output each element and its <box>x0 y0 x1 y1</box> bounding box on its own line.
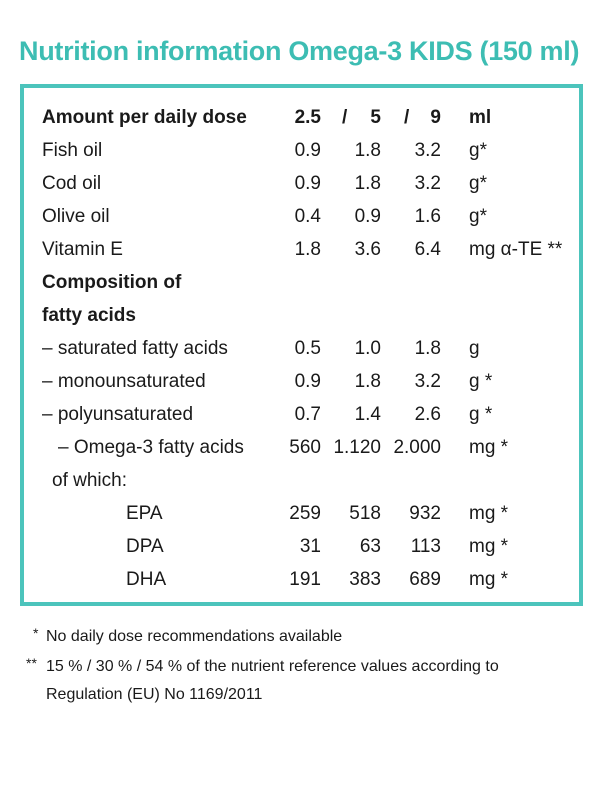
section-heading-text: fatty acids <box>42 305 136 326</box>
table-row <box>24 434 579 462</box>
row-value: 31 <box>299 536 321 557</box>
table-row <box>24 137 579 165</box>
table-row <box>24 401 579 429</box>
row-unit: mg * <box>469 536 509 557</box>
nutrition-table <box>20 84 583 606</box>
row-unit: g* <box>469 173 487 194</box>
footnote-mark: ** <box>26 655 37 671</box>
row-value: 0.5 <box>294 338 321 359</box>
row-label: Olive oil <box>42 206 110 227</box>
header-label: Amount per daily dose <box>42 107 247 128</box>
row-label: Vitamin E <box>42 239 123 260</box>
row-value: 191 <box>289 569 321 590</box>
row-unit: g* <box>469 140 487 161</box>
row-unit: g * <box>469 371 493 392</box>
row-value: 383 <box>349 569 381 590</box>
table-row <box>24 566 579 594</box>
row-value: 0.9 <box>294 140 321 161</box>
row-value: 2.6 <box>414 404 441 425</box>
row-unit: mg * <box>469 503 509 524</box>
row-value: 113 <box>410 536 441 557</box>
row-value: 1.0 <box>354 338 381 359</box>
header-dose-large: 9 <box>430 107 441 128</box>
row-value: 1.8 <box>294 239 321 260</box>
table-row <box>24 203 579 231</box>
row-label: – polyunsaturated <box>42 404 194 425</box>
table-row <box>24 236 579 264</box>
row-label: EPA <box>126 503 163 524</box>
table-row <box>24 467 579 495</box>
row-value: 0.9 <box>354 206 381 227</box>
row-value: 3.2 <box>414 371 441 392</box>
row-value: 259 <box>289 503 321 524</box>
section-heading <box>24 302 579 330</box>
row-value: 1.4 <box>354 404 381 425</box>
row-value: 1.8 <box>354 371 381 392</box>
row-value: 560 <box>289 437 321 458</box>
row-label: – Omega-3 fatty acids <box>58 437 244 458</box>
row-value: 0.4 <box>294 206 321 227</box>
row-label: of which: <box>52 470 127 491</box>
row-value: 689 <box>409 569 441 590</box>
row-value: 1.8 <box>354 173 381 194</box>
row-value: 0.9 <box>294 173 321 194</box>
row-value: 1.8 <box>414 338 441 359</box>
row-unit: mg * <box>469 437 509 458</box>
row-value: 1.6 <box>414 206 441 227</box>
row-value: 932 <box>409 503 441 524</box>
row-label: DHA <box>126 569 167 590</box>
footnote-text: No daily dose recommendations available <box>46 628 343 645</box>
page-title: Nutrition information Omega-3 KIDS (150 ml) <box>19 36 580 66</box>
row-label: Cod oil <box>42 173 102 194</box>
table-row <box>24 170 579 198</box>
row-label: – saturated fatty acids <box>42 338 228 359</box>
header-dose-medium: 5 <box>370 107 381 128</box>
row-unit: g <box>469 338 480 359</box>
section-heading <box>24 269 579 297</box>
row-value: 2.000 <box>393 437 441 458</box>
header-unit: ml <box>469 107 492 128</box>
table-row <box>24 500 579 528</box>
footnote-mark: * <box>33 625 39 641</box>
footnote-text: Regulation (EU) No 1169/2011 <box>46 686 263 703</box>
section-heading-text: Composition of <box>42 272 182 293</box>
table-row <box>24 533 579 561</box>
row-label: – monounsaturated <box>42 371 206 392</box>
footnote-text: 15 % / 30 % / 54 % of the nutrient reference values according to <box>46 658 499 675</box>
header-dose-small: 2.5 <box>294 107 321 128</box>
row-value: 0.9 <box>294 371 321 392</box>
row-value: 0.7 <box>294 404 321 425</box>
row-value: 518 <box>349 503 381 524</box>
table-header-row <box>24 104 579 132</box>
header-separator: / <box>342 107 348 128</box>
row-label: DPA <box>126 536 164 557</box>
table-row <box>24 335 579 363</box>
row-unit: mg * <box>469 569 509 590</box>
table-row <box>24 368 579 396</box>
row-unit: g* <box>469 206 487 227</box>
row-unit: g * <box>469 404 493 425</box>
row-value: 1.8 <box>354 140 381 161</box>
row-value: 3.2 <box>414 173 441 194</box>
row-value: 63 <box>359 536 381 557</box>
row-value: 1.120 <box>333 437 381 458</box>
row-unit: mg α-TE ** <box>469 239 563 260</box>
row-label: Fish oil <box>42 140 103 161</box>
row-value: 3.2 <box>414 140 441 161</box>
header-separator: / <box>404 107 410 128</box>
row-value: 3.6 <box>354 239 381 260</box>
row-value: 6.4 <box>414 239 441 260</box>
